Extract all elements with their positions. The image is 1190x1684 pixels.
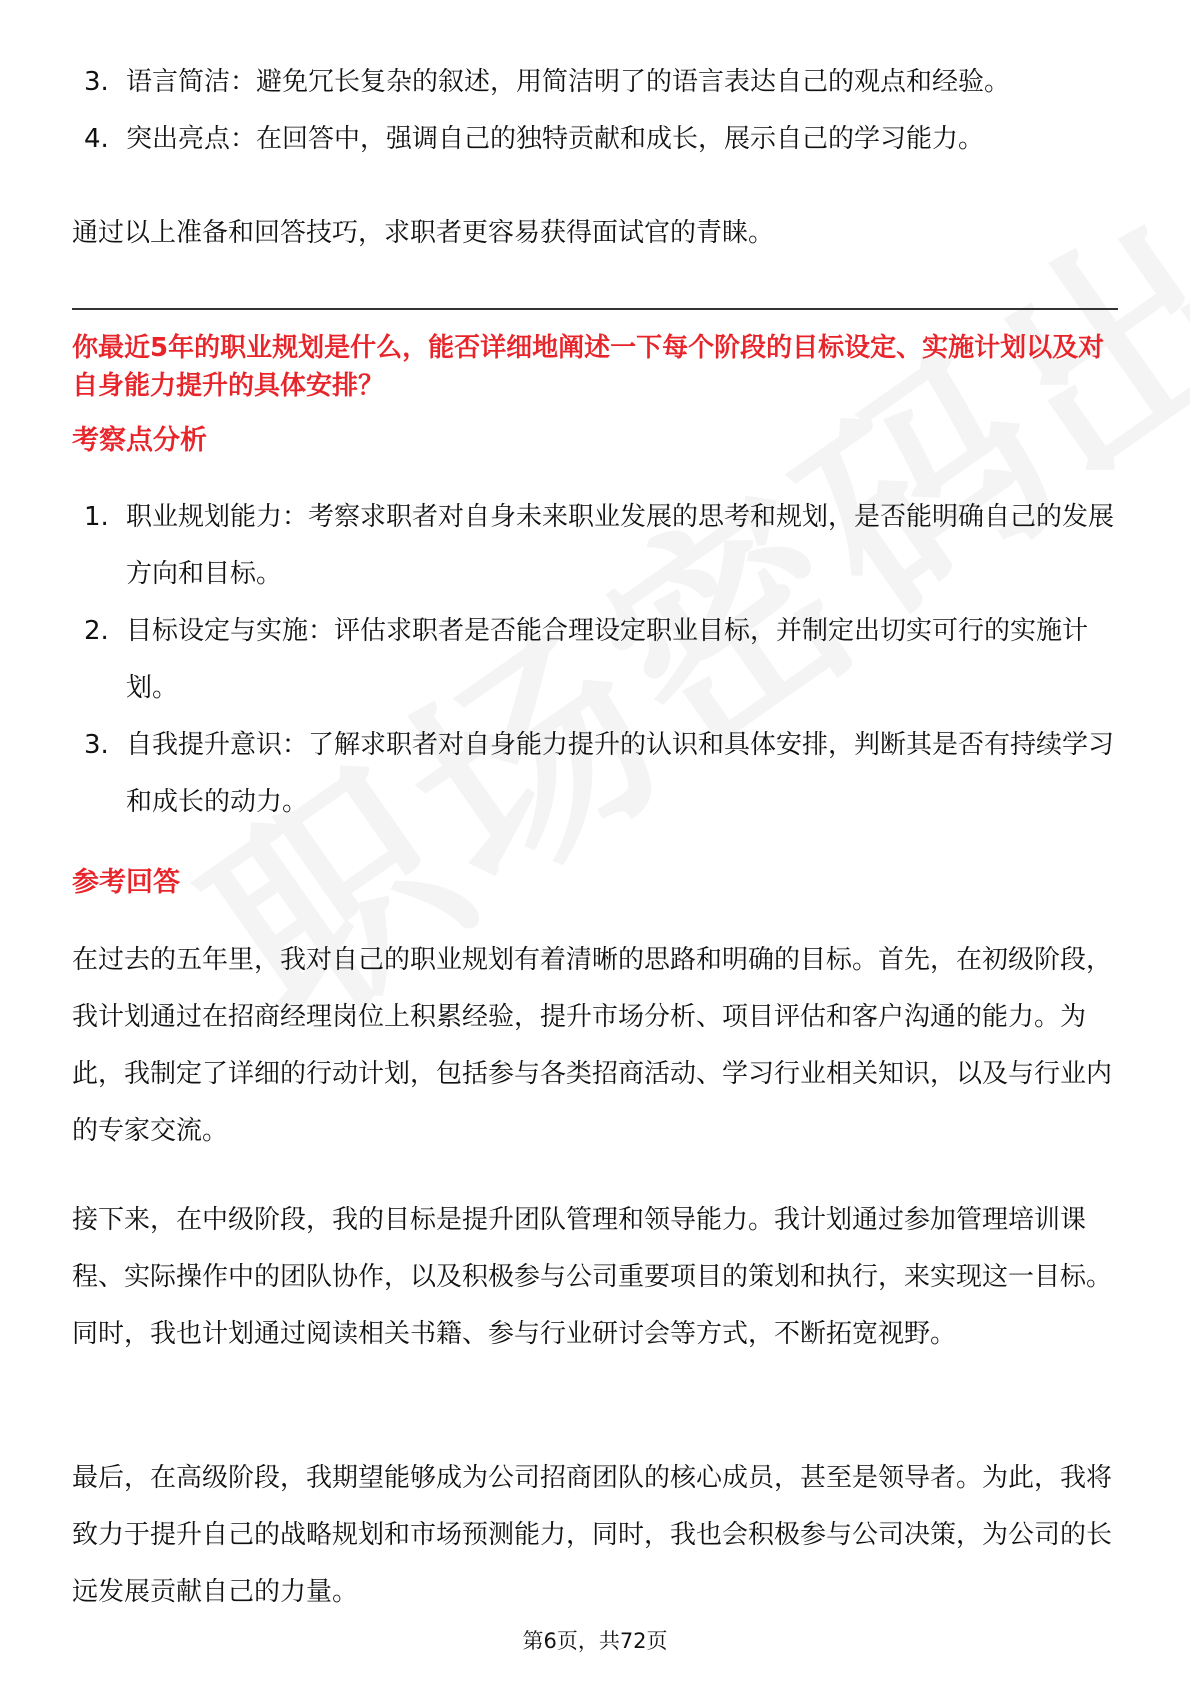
list-item-number: 2. (84, 616, 109, 646)
analysis-heading: 考察点分析 (72, 425, 207, 456)
list-item (72, 54, 1118, 111)
list-item-number: 1. (84, 502, 109, 532)
list-item (72, 603, 1118, 717)
summary-paragraph: 通过以上准备和回答技巧，求职者更容易获得面试官的青睐。 (72, 218, 775, 248)
list-item-text: 目标设定与实施：评估求职者是否能合理设定职业目标，并制定出切实可行的实施计划。 (126, 616, 1089, 703)
answer-paragraph: 接下来，在中级阶段，我的目标是提升团队管理和领导能力。我计划通过参加管理培训课程、实际操作中的团队协作，以及积极参与公司重要项目的策划和执行，来实现这一目标。同时，我也计划通过阅读相关书籍、参与行业研讨会等方式，不断拓宽视野。 (72, 1205, 1113, 1349)
list-item-text: 突出亮点：在回答中，强调自己的独特贡献和成长，展示自己的学习能力。 (126, 124, 985, 154)
list-item (72, 717, 1118, 831)
section-divider (72, 308, 1118, 310)
list-item-text: 语言简洁：避免冗长复杂的叙述，用简洁明了的语言表达自己的观点和经验。 (126, 67, 1011, 97)
interview-question: 你最近5年的职业规划是什么，能否详细地阐述一下每个阶段的目标设定、实施计划以及对自身能力提升的具体安排？ (72, 333, 1105, 401)
answer-paragraph: 在过去的五年里，我对自己的职业规划有着清晰的思路和明确的目标。首先，在初级阶段，我计划通过在招商经理岗位上积累经验，提升市场分析、项目评估和客户沟通的能力。为此，我制定了详细的行动计划，包括参与各类招商活动、学习行业相关知识，以及与行业内的专家交流。 (72, 945, 1113, 1146)
answer-paragraph: 最后，在高级阶段，我期望能够成为公司招商团队的核心成员，甚至是领导者。为此，我将致力于提升自己的战略规划和市场预测能力，同时，我也会积极参与公司决策，为公司的长远发展贡献自己的力量。 (72, 1463, 1113, 1607)
list-item-number: 3. (84, 730, 109, 760)
list-item-number: 3. (84, 67, 109, 97)
list-item (72, 111, 1118, 168)
list-item-number: 4. (84, 124, 109, 154)
list-item (72, 489, 1118, 603)
page-number: 第6页，共72页 (522, 1629, 668, 1653)
list-item-text: 职业规划能力：考察求职者对自身未来职业发展的思考和规划，是否能明确自己的发展方向和目标。 (126, 502, 1115, 589)
answer-heading: 参考回答 (72, 867, 180, 898)
previous-tips-list (72, 54, 1118, 168)
list-item-text: 自我提升意识：了解求职者对自身能力提升的认识和具体安排，判断其是否有持续学习和成长的动力。 (126, 730, 1115, 817)
analysis-list (72, 489, 1118, 831)
